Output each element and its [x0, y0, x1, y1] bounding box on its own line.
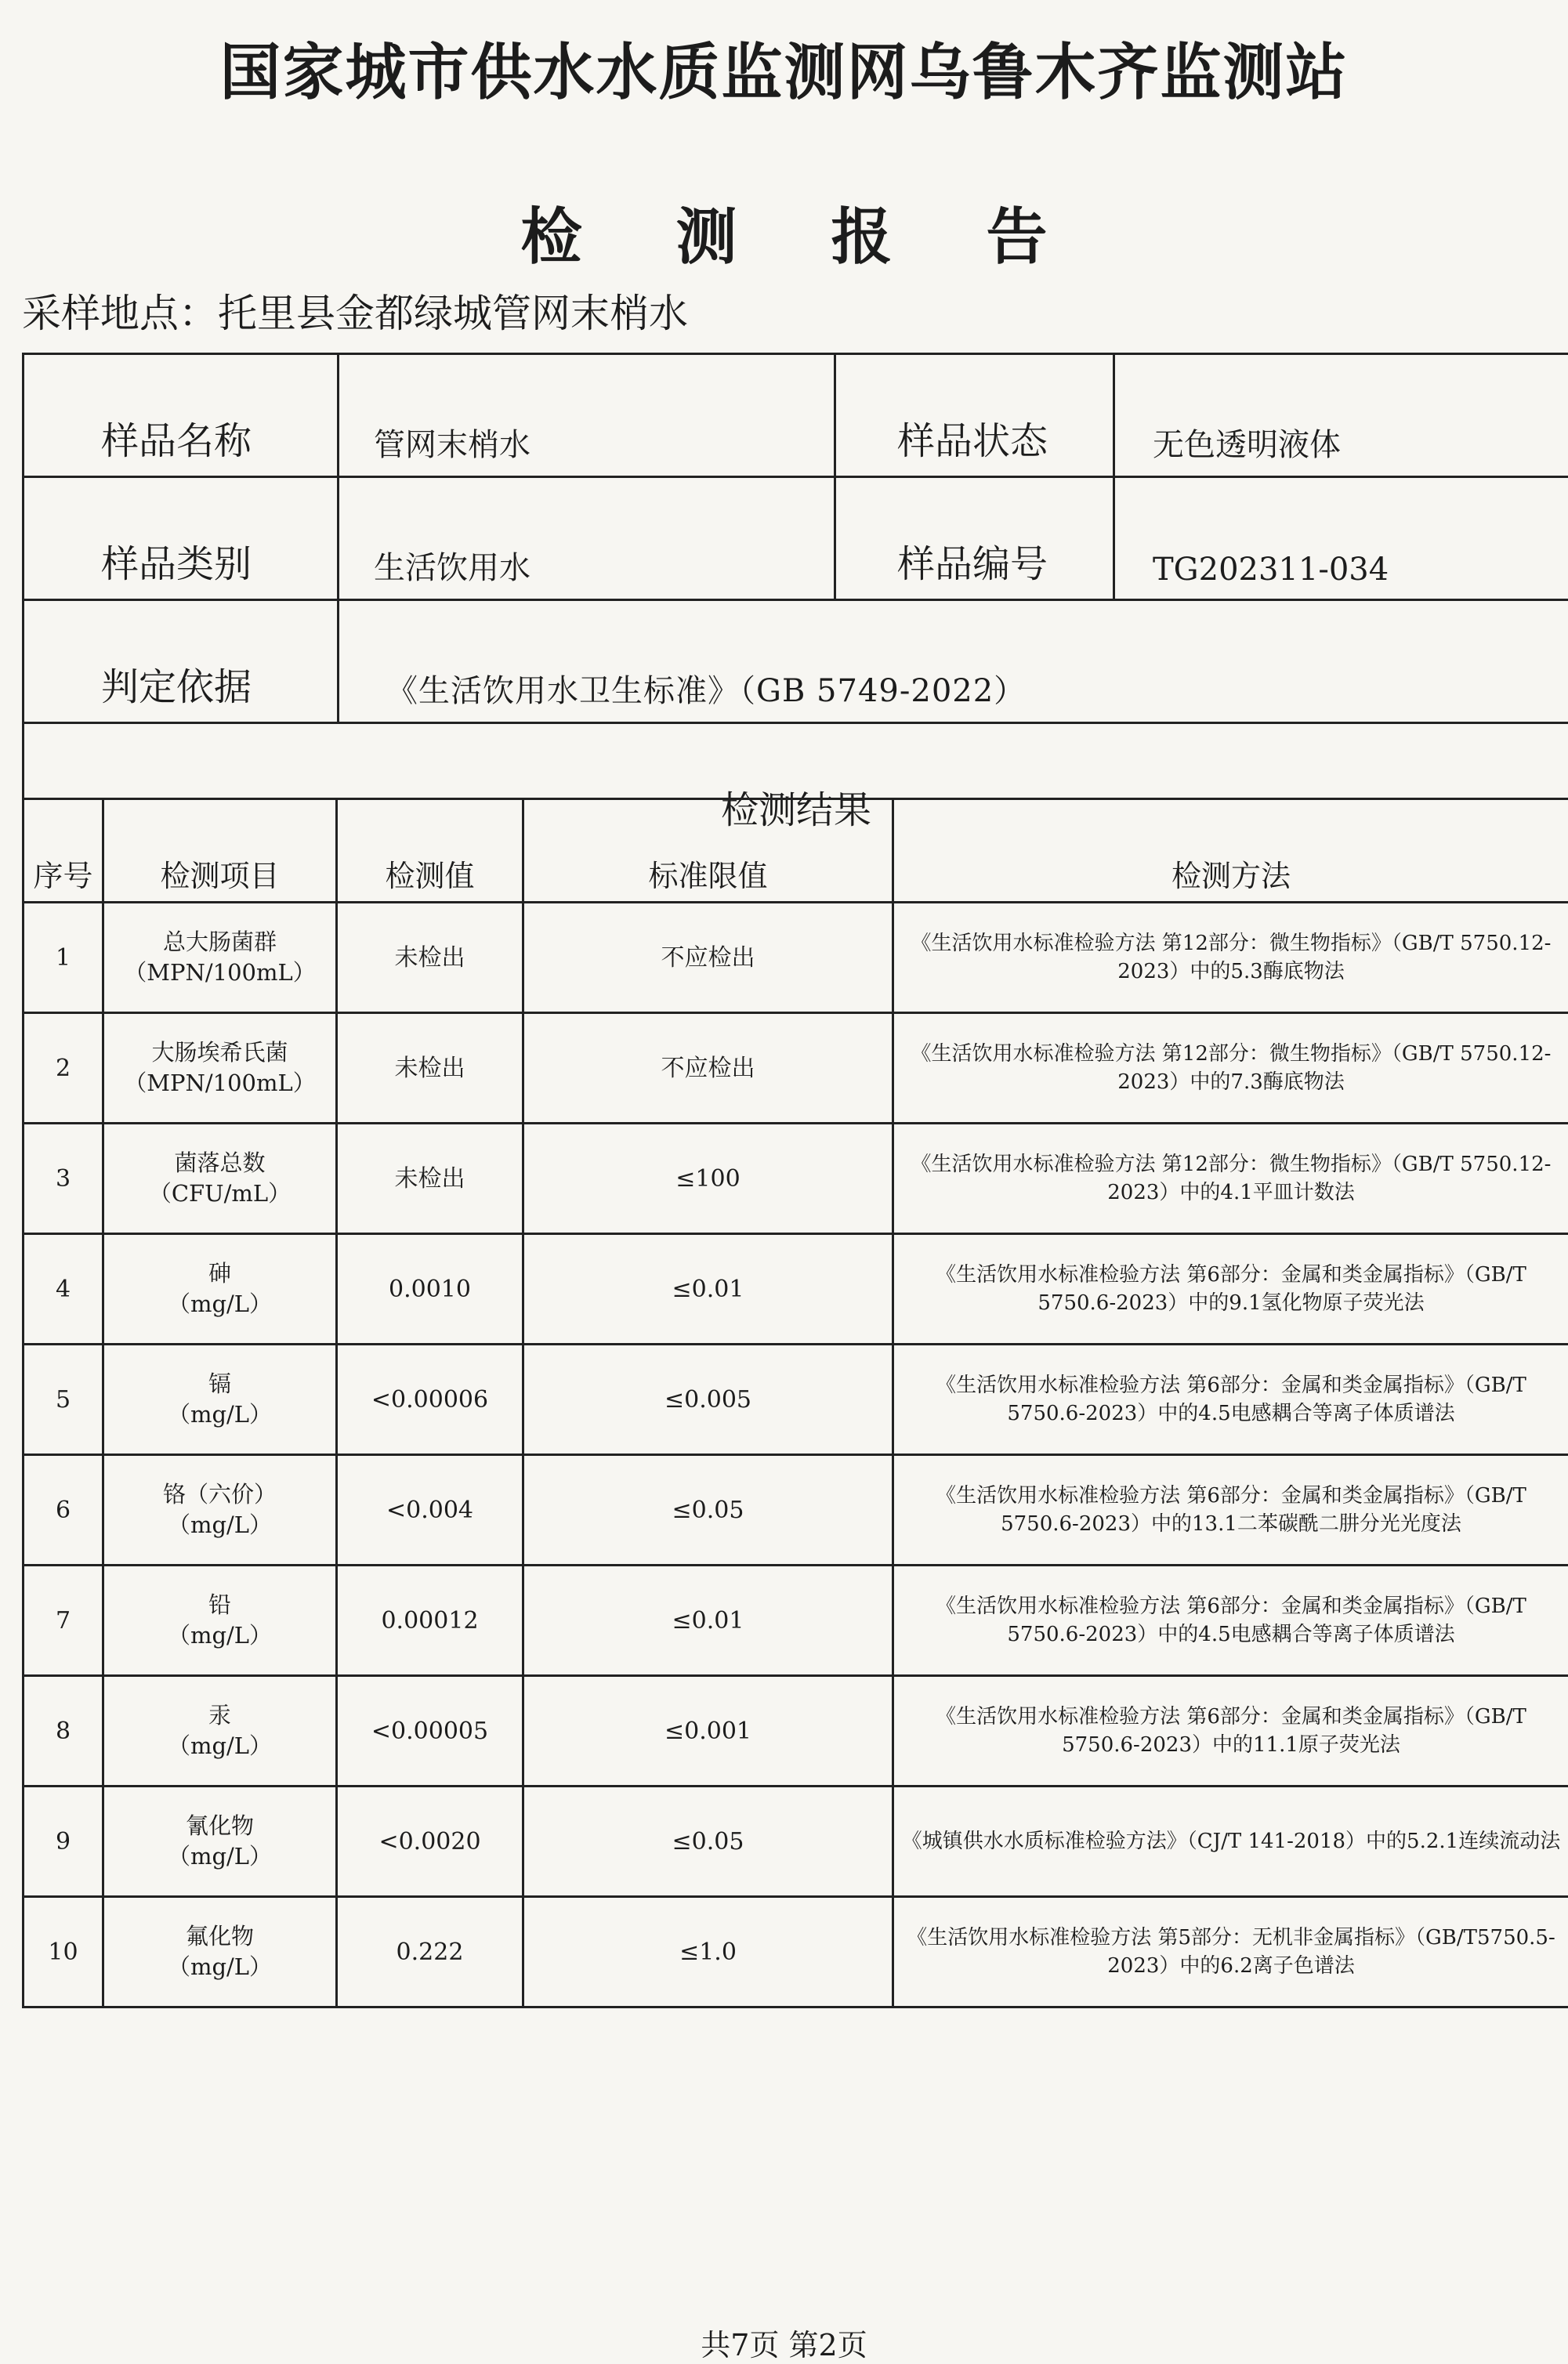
standard-limit: ≤0.005: [523, 1345, 893, 1455]
test-value: 未检出: [337, 1013, 523, 1124]
sample-name-value: 管网末梢水: [339, 354, 835, 477]
table-row: [24, 1234, 1568, 1345]
test-item-unit: （CFU/mL）: [105, 1178, 335, 1209]
test-item-unit: （mg/L）: [105, 1841, 335, 1872]
test-item-cell: [103, 1676, 337, 1787]
page-footer: 共7页 第2页: [0, 2321, 1568, 2364]
col-header-no: 序号: [24, 799, 103, 903]
basis-value: 《生活饮用水卫生标准》（GB 5749-2022）: [339, 600, 1568, 723]
standard-limit: ≤100: [523, 1124, 893, 1234]
row-number: 4: [24, 1234, 103, 1345]
sample-name-label: 样品名称: [24, 354, 339, 477]
test-item-cell: [103, 1455, 337, 1566]
report-title: 检测报告: [0, 188, 1568, 276]
info-row-2: [24, 477, 1568, 600]
standard-limit: ≤0.01: [523, 1566, 893, 1676]
test-item-cell: [103, 1566, 337, 1676]
row-number: 7: [24, 1566, 103, 1676]
row-number: 9: [24, 1787, 103, 1897]
info-row-1: [24, 354, 1568, 477]
test-value: 0.222: [337, 1897, 523, 2007]
results-table: [22, 798, 1568, 2008]
test-method: 《生活饮用水标准检验方法 第12部分：微生物指标》（GB/T 5750.12-2023）中的7.3酶底物法: [893, 1013, 1568, 1124]
table-row: [24, 1897, 1568, 2007]
test-item-unit: （mg/L）: [105, 1289, 335, 1320]
test-method: 《生活饮用水标准检验方法 第12部分：微生物指标》（GB/T 5750.12-2023）中的5.3酶底物法: [893, 903, 1568, 1013]
test-item-unit: （MPN/100mL）: [105, 958, 335, 988]
test-item-name: 总大肠菌群: [105, 927, 335, 958]
table-row: [24, 1345, 1568, 1455]
row-number: 2: [24, 1013, 103, 1124]
standard-limit: ≤1.0: [523, 1897, 893, 2007]
row-number: 6: [24, 1455, 103, 1566]
test-item-unit: （mg/L）: [105, 1731, 335, 1761]
col-header-item: 检测项目: [103, 799, 337, 903]
table-row: [24, 1787, 1568, 1897]
test-method: 《生活饮用水标准检验方法 第12部分：微生物指标》（GB/T 5750.12-2023）中的4.1平皿计数法: [893, 1124, 1568, 1234]
sampling-location: 采样地点：托里县金都绿城管网末梢水: [22, 282, 688, 338]
test-value: 未检出: [337, 1124, 523, 1234]
row-number: 1: [24, 903, 103, 1013]
sample-category-value: 生活饮用水: [339, 477, 835, 600]
test-item-name: 氰化物: [105, 1811, 335, 1841]
standard-limit: 不应检出: [523, 903, 893, 1013]
test-item-cell: [103, 1124, 337, 1234]
table-row: [24, 1676, 1568, 1787]
test-item-unit: （MPN/100mL）: [105, 1068, 335, 1099]
sample-state-label: 样品状态: [835, 354, 1114, 477]
standard-limit: ≤0.05: [523, 1787, 893, 1897]
sample-info-table: [22, 353, 1568, 837]
test-item-unit: （mg/L）: [105, 1952, 335, 1982]
test-method: 《生活饮用水标准检验方法 第6部分：金属和类金属指标》（GB/T 5750.6-2023）中的13.1二苯碳酰二肼分光光度法: [893, 1455, 1568, 1566]
test-item-name: 铅: [105, 1590, 335, 1620]
test-method: 《生活饮用水标准检验方法 第6部分：金属和类金属指标》（GB/T 5750.6-2023）中的4.5电感耦合等离子体质谱法: [893, 1566, 1568, 1676]
sample-category-label: 样品类别: [24, 477, 339, 600]
test-value: <0.00005: [337, 1676, 523, 1787]
test-item-cell: [103, 1897, 337, 2007]
col-header-value: 检测值: [337, 799, 523, 903]
test-item-cell: [103, 1013, 337, 1124]
sample-state-value: 无色透明液体: [1114, 354, 1568, 477]
test-item-name: 大肠埃希氏菌: [105, 1037, 335, 1068]
test-method: 《生活饮用水标准检验方法 第5部分：无机非金属指标》（GB/T5750.5-2023）中的6.2离子色谱法: [893, 1897, 1568, 2007]
test-item-name: 汞: [105, 1700, 335, 1731]
test-value: 0.00012: [337, 1566, 523, 1676]
test-method: 《生活饮用水标准检验方法 第6部分：金属和类金属指标》（GB/T 5750.6-2023）中的11.1原子荧光法: [893, 1676, 1568, 1787]
test-item-cell: [103, 1234, 337, 1345]
test-item-name: 菌落总数: [105, 1148, 335, 1178]
organization-title: 国家城市供水水质监测网乌鲁木齐监测站: [0, 24, 1568, 111]
test-item-cell: [103, 903, 337, 1013]
test-item-name: 镉: [105, 1369, 335, 1399]
test-value: <0.004: [337, 1455, 523, 1566]
row-number: 5: [24, 1345, 103, 1455]
standard-limit: ≤0.01: [523, 1234, 893, 1345]
test-value: <0.0020: [337, 1787, 523, 1897]
test-item-name: 铬（六价）: [105, 1479, 335, 1510]
results-header-row: [24, 799, 1568, 903]
test-item-unit: （mg/L）: [105, 1510, 335, 1540]
row-number: 3: [24, 1124, 103, 1234]
test-value: <0.00006: [337, 1345, 523, 1455]
standard-limit: ≤0.05: [523, 1455, 893, 1566]
info-row-3: [24, 600, 1568, 723]
test-value: 未检出: [337, 903, 523, 1013]
test-item-unit: （mg/L）: [105, 1620, 335, 1651]
col-header-limit: 标准限值: [523, 799, 893, 903]
results-heading: 检测结果: [24, 723, 1568, 838]
basis-label: 判定依据: [24, 600, 339, 723]
test-value: 0.0010: [337, 1234, 523, 1345]
test-method: 《生活饮用水标准检验方法 第6部分：金属和类金属指标》（GB/T 5750.6-2023）中的4.5电感耦合等离子体质谱法: [893, 1345, 1568, 1455]
standard-limit: ≤0.001: [523, 1676, 893, 1787]
test-item-name: 砷: [105, 1258, 335, 1289]
sample-number-value: TG202311-034: [1114, 477, 1568, 600]
table-row: [24, 1124, 1568, 1234]
sample-number-label: 样品编号: [835, 477, 1114, 600]
row-number: 10: [24, 1897, 103, 2007]
test-method: 《生活饮用水标准检验方法 第6部分：金属和类金属指标》（GB/T 5750.6-2023）中的9.1氢化物原子荧光法: [893, 1234, 1568, 1345]
table-row: [24, 903, 1568, 1013]
test-item-cell: [103, 1787, 337, 1897]
standard-limit: 不应检出: [523, 1013, 893, 1124]
test-item-unit: （mg/L）: [105, 1399, 335, 1430]
row-number: 8: [24, 1676, 103, 1787]
col-header-method: 检测方法: [893, 799, 1568, 903]
table-row: [24, 1566, 1568, 1676]
test-item-name: 氟化物: [105, 1921, 335, 1952]
table-row: [24, 1013, 1568, 1124]
test-item-cell: [103, 1345, 337, 1455]
test-method: 《城镇供水水质标准检验方法》（CJ/T 141-2018）中的5.2.1连续流动法: [893, 1787, 1568, 1897]
table-row: [24, 1455, 1568, 1566]
